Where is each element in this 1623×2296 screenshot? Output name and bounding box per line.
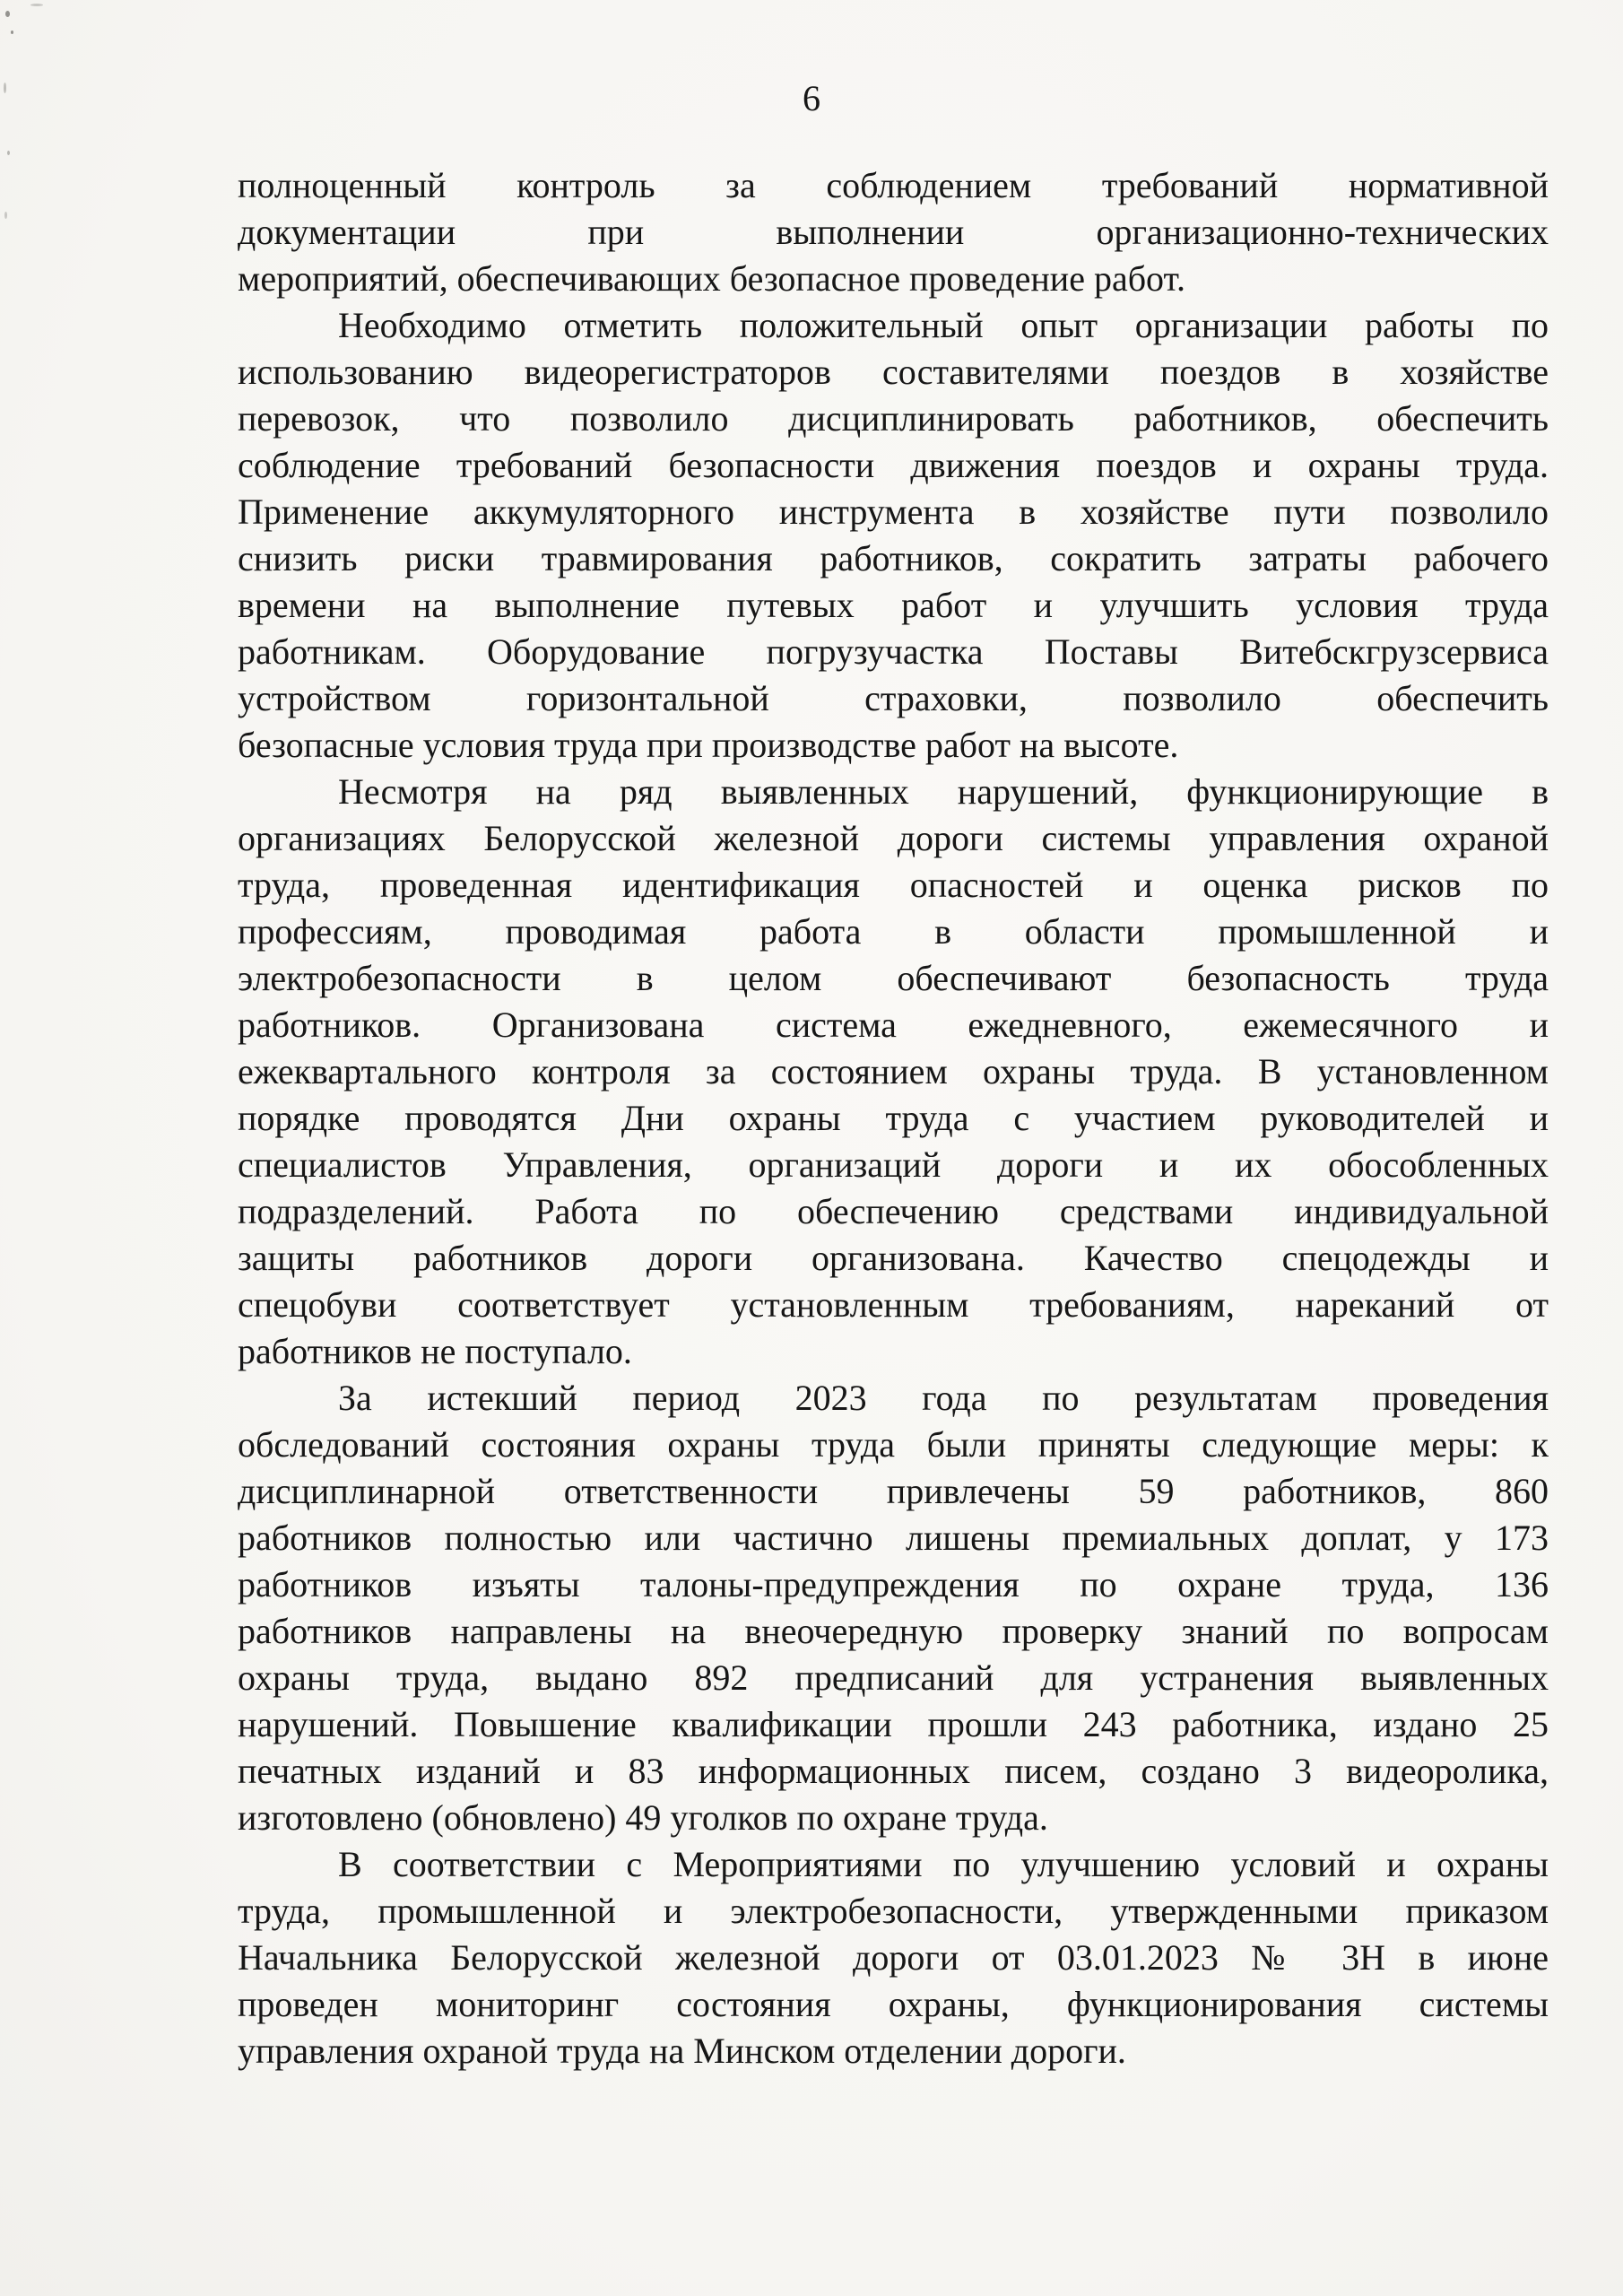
scan-noise-speck xyxy=(7,151,10,155)
text-line: подразделений. Работа по обеспечению средствами индивидуальной xyxy=(238,1191,1549,1231)
text-line: устройством горизонтальной страховки, позволило обеспечить xyxy=(238,678,1549,718)
scan-noise-speck xyxy=(11,30,13,34)
text-line: проведен мониторинг состояния охраны, функционирования системы xyxy=(238,1984,1549,2024)
text-line: безопасные условия труда при производстве работ на высоте. xyxy=(238,725,1179,765)
scan-noise-speck xyxy=(30,4,43,6)
text-block xyxy=(238,162,1549,2074)
paragraph xyxy=(238,1375,1549,1841)
text-line: дисциплинарной ответственности привлечены 59 работников, 860 xyxy=(238,1471,1549,1511)
text-line: порядке проводятся Дни охраны труда с участием руководителей и xyxy=(238,1098,1549,1138)
text-line: документации при выполнении организационно-технических xyxy=(238,212,1549,252)
text-line: использованию видеорегистраторов составителями поездов в хозяйстве xyxy=(238,352,1549,392)
text-line: обследований состояния охраны труда были приняты следующие меры: к xyxy=(238,1424,1549,1465)
text-line: охраны труда, выдано 892 предписаний для устранения выявленных xyxy=(238,1657,1549,1698)
text-line: работников направлены на внеочередную проверку знаний по вопросам xyxy=(238,1611,1549,1651)
text-line: работников. Организована система ежедневного, ежемесячного и xyxy=(238,1004,1549,1045)
text-line: труда, промышленной и электробезопасности, утвержденными приказом xyxy=(238,1891,1549,1931)
text-line: организациях Белорусской железной дороги системы управления охраной xyxy=(238,818,1549,858)
text-line: печатных изданий и 83 информационных писем, создано 3 видеоролика, xyxy=(238,1751,1549,1791)
paragraph xyxy=(238,162,1549,302)
text-line: Необходимо отметить положительный опыт организации работы по xyxy=(338,305,1549,345)
paragraph xyxy=(238,302,1549,769)
text-line: Применение аккумуляторного инструмента в хозяйстве пути позволило xyxy=(238,491,1549,532)
text-line: профессиям, проводимая работа в области промышленной и xyxy=(238,911,1549,952)
text-line: работников не поступало. xyxy=(238,1331,632,1371)
text-line: спецобуви соответствует установленным требованиям, нареканий от xyxy=(238,1284,1549,1325)
text-line: работников изъяты талоны-предупреждения по охране труда, 136 xyxy=(238,1564,1549,1605)
scan-noise-speck xyxy=(5,11,10,17)
paragraph xyxy=(238,1841,1549,2074)
text-line: За истекший период 2023 года по результатам проведения xyxy=(338,1378,1549,1418)
text-line: перевозок, что позволило дисциплинировать работников, обеспечить xyxy=(238,398,1549,439)
text-line: специалистов Управления, организаций дороги и их обособленных xyxy=(238,1144,1549,1185)
text-line: полноценный контроль за соблюдением требований нормативной xyxy=(238,165,1549,205)
text-line: Несмотря на ряд выявленных нарушений, функционирующие в xyxy=(338,771,1549,812)
text-line: управления охраной труда на Минском отделении дороги. xyxy=(238,2031,1126,2071)
page-number: 6 xyxy=(803,78,820,118)
text-line: В соответствии с Мероприятиями по улучшению условий и охраны xyxy=(338,1844,1549,1884)
text-line: ежеквартального контроля за состоянием охраны труда. В установленном xyxy=(238,1051,1549,1091)
text-line: нарушений. Повышение квалификации прошли 243 работника, издано 25 xyxy=(238,1704,1549,1744)
paragraph xyxy=(238,769,1549,1375)
text-line: мероприятий, обеспечивающих безопасное проведение работ. xyxy=(238,258,1185,299)
text-line: работникам. Оборудование погрузучастка Поставы Витебскгрузсервиса xyxy=(238,631,1549,672)
text-line: Начальника Белорусской железной дороги от 03.01.2023 № 3Н в июне xyxy=(238,1937,1549,1978)
text-line: труда, проведенная идентификация опасностей и оценка рисков по xyxy=(238,865,1549,905)
text-line: изготовлено (обновлено) 49 уголков по охране труда. xyxy=(238,1797,1048,1838)
text-line: работников полностью или частично лишены премиальных доплат, у 173 xyxy=(238,1518,1549,1558)
text-line: снизить риски травмирования работников, сократить затраты рабочего xyxy=(238,538,1549,578)
scan-noise-speck xyxy=(4,212,7,219)
text-line: времени на выполнение путевых работ и улучшить условия труда xyxy=(238,585,1549,625)
text-line: защиты работников дороги организована. Качество спецодежды и xyxy=(238,1238,1549,1278)
text-line: соблюдение требований безопасности движения поездов и охраны труда. xyxy=(238,445,1549,485)
text-line: электробезопасности в целом обеспечивают безопасность труда xyxy=(238,958,1549,998)
